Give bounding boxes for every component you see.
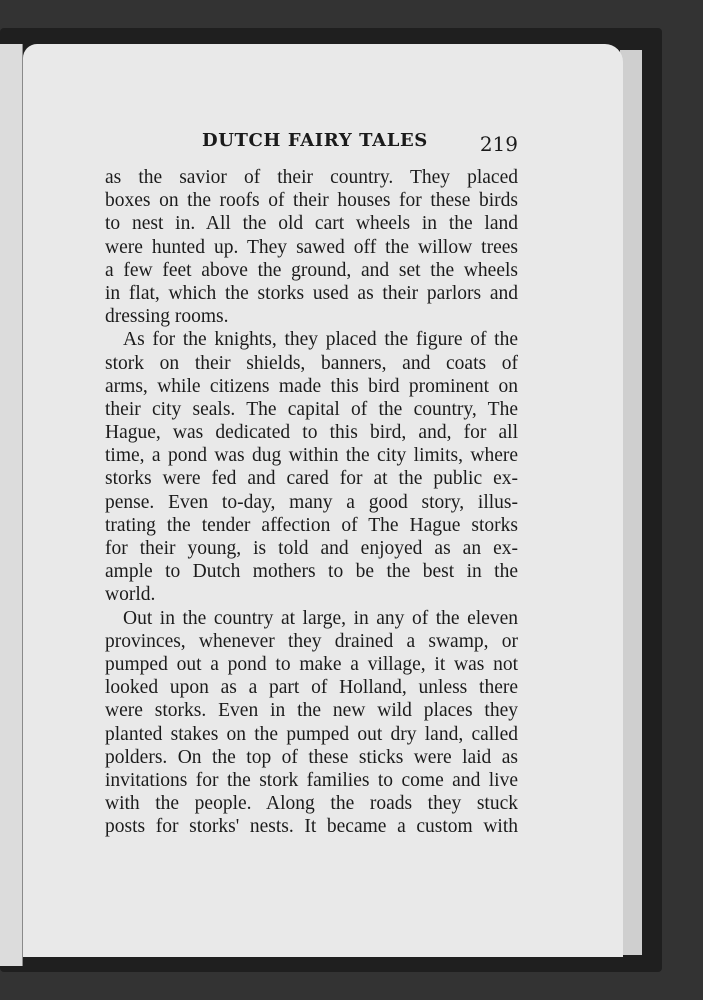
text-line: stork on their shields, banners, and coats of xyxy=(105,352,518,374)
running-head xyxy=(105,130,518,158)
text-line: arms, while citizens made this bird prominent on xyxy=(105,375,518,397)
facing-page-edge xyxy=(0,44,23,966)
text-line: looked upon as a part of Holland, unless there xyxy=(105,677,518,699)
text-line: posts for storks' nests. It became a custom with xyxy=(105,816,518,838)
text-line: for their young, is told and enjoyed as an ex- xyxy=(105,538,518,559)
text-line: pumped out a pond to make a village, it was not xyxy=(105,653,518,675)
text-line: dressing rooms. xyxy=(105,306,229,328)
text-line: As for the knights, they placed the figure of the xyxy=(123,329,518,351)
body-text xyxy=(105,166,518,838)
text-line: trating the tender affection of The Hague storks xyxy=(105,514,518,536)
text-line: to nest in. All the old cart wheels in the land xyxy=(105,213,518,235)
text-line: their city seals. The capital of the country, The xyxy=(105,398,518,420)
text-line: Hague, was dedicated to this bird, and, for all xyxy=(105,422,518,444)
text-line: polders. On the top of these sticks were laid as xyxy=(105,746,518,768)
page-number: 219 xyxy=(479,132,518,156)
underlying-page-edge xyxy=(620,50,642,955)
text-line: time, a pond was dug within the city limits, where xyxy=(105,445,518,467)
text-line: storks were fed and cared for at the public ex- xyxy=(105,468,518,490)
text-line: as the savior of their country. They placed xyxy=(105,167,518,188)
text-line: invitations for the stork families to come and live xyxy=(105,769,518,791)
running-head-title: DUTCH FAIRY TALES xyxy=(202,130,428,151)
text-line: pense. Even to-day, many a good story, illus- xyxy=(105,491,518,513)
text-line: world. xyxy=(105,584,156,606)
text-line: planted stakes on the pumped out dry land, called xyxy=(105,723,518,745)
text-line: provinces, whenever they drained a swamp, or xyxy=(105,630,518,652)
text-line: with the people. Along the roads they stuck xyxy=(105,793,518,815)
text-line: boxes on the roofs of their houses for these birds xyxy=(105,190,518,212)
text-line: ample to Dutch mothers to be the best in the xyxy=(105,561,518,583)
text-line: were hunted up. They sawed off the willow trees xyxy=(105,236,518,258)
text-line: a few feet above the ground, and set the wheels xyxy=(105,259,518,281)
text-line: Out in the country at large, in any of the eleven xyxy=(123,607,518,629)
text-line: were storks. Even in the new wild places they xyxy=(105,700,518,722)
text-line: in flat, which the storks used as their parlors and xyxy=(105,282,518,304)
